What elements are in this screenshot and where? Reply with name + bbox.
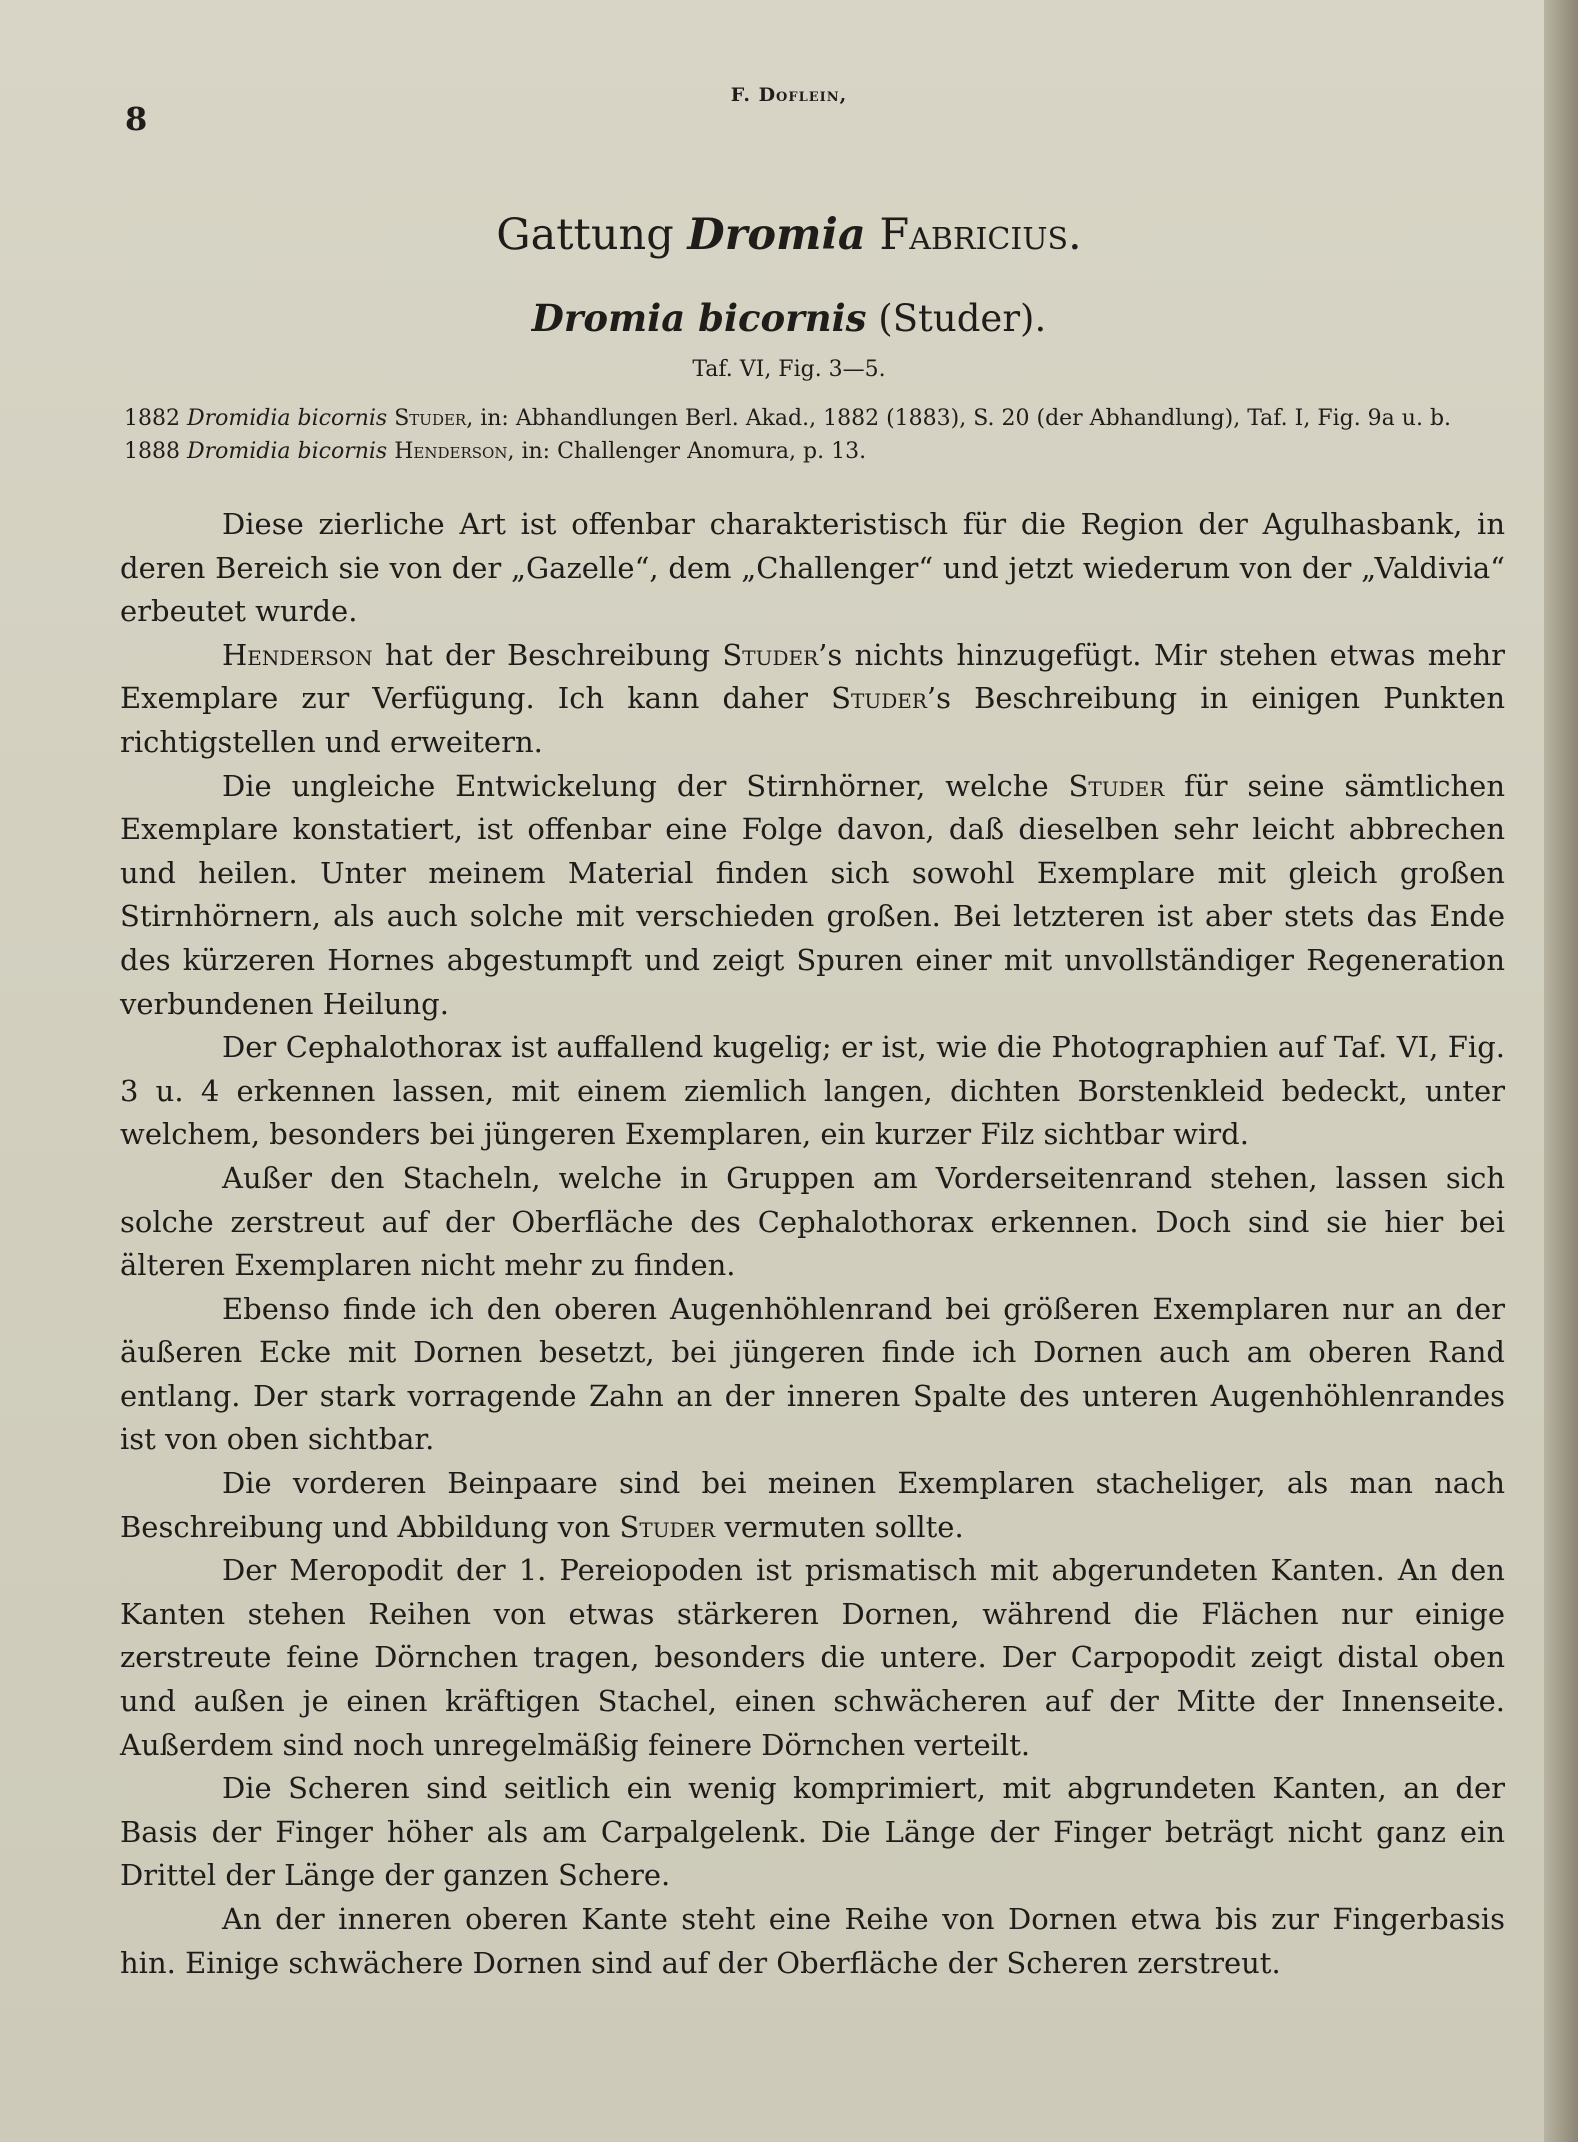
author-name: Studer [722, 637, 819, 672]
synonymy-year: 1882 [124, 406, 180, 431]
species-author: (Studer). [878, 297, 1047, 340]
synonymy-taxon: Dromidia bicornis [187, 439, 388, 464]
genus-name: Dromia [687, 210, 866, 260]
body-text [120, 503, 1505, 1985]
text-run: Die ungleiche Entwickelung der Stirnhörner, welche [222, 768, 1049, 803]
genus-heading [0, 210, 1578, 260]
author-name: Henderson [222, 637, 373, 672]
text-run: für seine sämtlichen Exemplare konstatiert, ist offenbar eine Folge davon, daß dieselben sehr leicht abbrechen und heilen. Unter meinem Material finden sich sowohl Exemplare mit gleich großen Stirnhörnern, als auch solche mit verschieden großen. Bei letzteren ist aber stets das Ende des kürzeren Hornes abgestumpft und zeigt Spuren einer mit unvollständiger Regeneration verbundenen Heilung. [120, 768, 1505, 1021]
paragraph [120, 765, 1505, 1027]
species-name: Dromia bicornis [531, 296, 867, 340]
genus-label: Gattung [496, 210, 674, 260]
paragraph [120, 1462, 1505, 1549]
text-run: ’s nichts hinzugefügt. Mir stehen etwas mehr Exemplare zur Verfügung. Ich kann daher [120, 637, 1506, 716]
paragraph: Außer den Stacheln, welche in Gruppen am Vorderseitenrand stehen, lassen sich solche zerstreut auf der Oberfläche des Cephalothorax erkennen. Doch sind sie hier bei älteren Exemplaren nicht mehr zu finden. [120, 1160, 1505, 1283]
paragraph: An der inneren oberen Kante steht eine Reihe von Dornen etwa bis zur Fingerbasis hin. Einige schwächere Dornen sind auf der Oberfläche der Scheren zerstreut. [120, 1902, 1505, 1980]
synonymy-list [124, 402, 1504, 468]
text-run: hat der Beschreibung [385, 637, 711, 672]
species-heading [0, 296, 1578, 340]
synonymy-citation: in: Challenger Anomura, p. 13. [521, 439, 867, 464]
paragraph: Die Scheren sind seitlich ein wenig komprimiert, mit abgrundeten Kanten, an der Basis der Finger höher als am Carpalgelenk. Die Länge der Finger beträgt nicht ganz ein Drittel der Länge der ganzen Schere. [120, 1771, 1505, 1893]
synonymy-year: 1888 [124, 439, 180, 464]
genus-author: Fabricius. [879, 210, 1082, 260]
paragraph: Ebenso finde ich den oberen Augenhöhlenrand bei größeren Exemplaren nur an der äußeren Ecke mit Dornen besetzt, bei jüngeren finde ich Dornen auch am oberen Rand entlang. Der stark vorragende Zahn an der inneren Spalte des unteren Augenhöhlenrandes ist von oben sichtbar. [120, 1291, 1505, 1457]
running-head: F. Doflein, [730, 84, 848, 106]
synonymy-taxon: Dromidia bicornis [187, 406, 388, 431]
paragraph: Der Cephalothorax ist auffallend kugelig; er ist, wie die Photographien auf Taf. VI, Fig. 3 u. 4 erkennen lassen, mit einem ziemlich langen, dichten Borstenkleid bedeckt, unter welchem, besonders bei jüngeren Exemplaren, ein kurzer Filz sichtbar wird. [120, 1030, 1505, 1152]
author-name: Studer [831, 681, 927, 716]
paragraph [120, 634, 1505, 765]
paragraph: Der Meropodit der 1. Pereiopoden ist prismatisch mit abgerundeten Kanten. An den Kanten stehen Reihen von etwas stärkeren Dornen, während die Flächen nur einige zerstreute feine Dörnchen tragen, besonders die untere. Der Carpopodit zeigt distal oben und außen je einen kräftigen Stachel, einen schwächeren auf der Mitte der Innenseite. Außerdem sind noch unregelmäßig feinere Dörnchen verteilt. [120, 1553, 1505, 1762]
text-run: vermuten sollte. [724, 1509, 964, 1544]
author-name: Studer [1068, 768, 1165, 803]
synonymy-entry [124, 435, 1504, 468]
text-run: ’s Beschreibung in einigen Punkten richtigstellen und erweitern. [120, 681, 1506, 759]
synonymy-entry [124, 402, 1504, 435]
paragraph: Diese zierliche Art ist offenbar charakteristisch für die Region der Agulhasbank, in deren Bereich sie von der „Gazelle“, dem „Challenger“ und jetzt wiederum von der „Valdivia“ erbeutet wurde. [120, 507, 1505, 629]
synonymy-author: Studer, [394, 406, 474, 431]
page-number: 8 [125, 100, 148, 138]
synonymy-citation: in: Abhandlungen Berl. Akad., 1882 (1883), S. 20 (der Abhandlung), Taf. I, Fig. 9a u. b. [480, 406, 1452, 431]
text-run: Die vorderen Beinpaare sind bei meinen Exemplaren stacheliger, als man nach Beschreibung und Abbildung von [120, 1466, 1505, 1544]
plate-reference: Taf. VI, Fig. 3—5. [692, 357, 886, 382]
author-name: Studer [619, 1509, 716, 1544]
synonymy-author: Henderson, [394, 439, 515, 464]
